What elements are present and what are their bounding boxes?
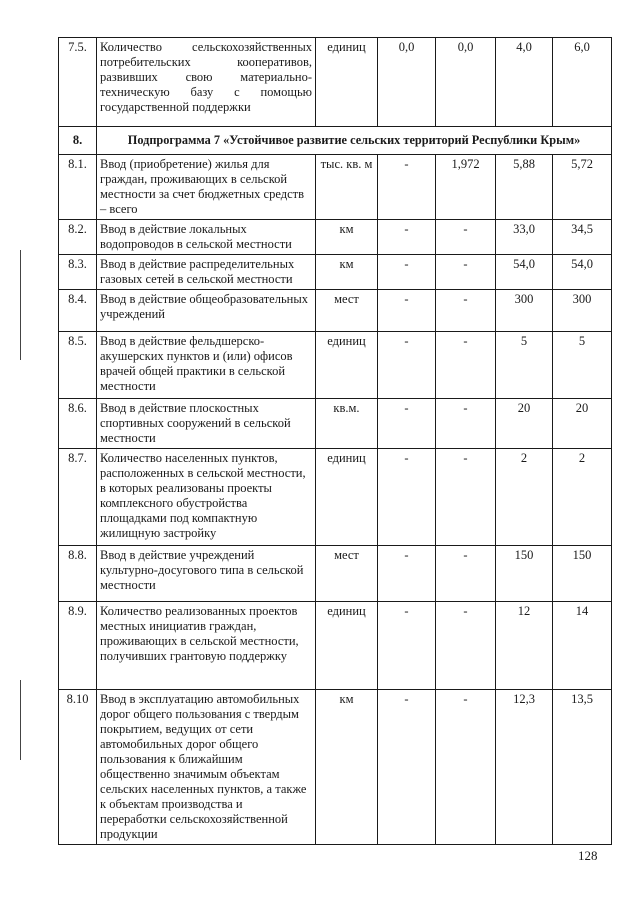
row-number: 8.1. [59, 155, 97, 220]
value-cell-3: 4,0 [496, 38, 553, 127]
row-number: 8.10 [59, 690, 97, 845]
unit-cell: км [316, 220, 378, 255]
value-cell-2: - [436, 332, 496, 399]
table-row [59, 690, 612, 845]
scan-margin-mark [20, 680, 21, 760]
unit-cell: мест [316, 546, 378, 602]
value-cell-3: 12,3 [496, 690, 553, 845]
value-cell-2: - [436, 546, 496, 602]
value-cell-1: 0,0 [378, 38, 436, 127]
value-cell-3: 20 [496, 399, 553, 449]
indicator-name: Ввод в действие общеобразовательных учреждений [97, 290, 316, 332]
value-cell-4: 14 [553, 602, 612, 690]
unit-cell: тыс. кв. м [316, 155, 378, 220]
value-cell-1: - [378, 546, 436, 602]
value-cell-3: 300 [496, 290, 553, 332]
value-cell-4: 6,0 [553, 38, 612, 127]
value-cell-2: - [436, 290, 496, 332]
unit-cell: кв.м. [316, 399, 378, 449]
indicator-name: Количество сельскохозяйственных потребительских кооперативов, развивших свою материально-техническую базу с помощью государственной поддержки [97, 38, 316, 127]
indicator-name: Ввод в действие учреждений культурно-досугового типа в сельской местности [97, 546, 316, 602]
value-cell-4: 2 [553, 449, 612, 546]
unit-cell: км [316, 255, 378, 290]
table-row [59, 546, 612, 602]
value-cell-3: 5,88 [496, 155, 553, 220]
value-cell-1: - [378, 332, 436, 399]
value-cell-1: - [378, 399, 436, 449]
value-cell-2: - [436, 399, 496, 449]
table-row [59, 399, 612, 449]
row-number: 8.8. [59, 546, 97, 602]
indicator-name: Ввод (приобретение) жилья для граждан, проживающих в сельской местности за счет бюджетных средств – всего [97, 155, 316, 220]
row-number: 8.5. [59, 332, 97, 399]
value-cell-1: - [378, 449, 436, 546]
value-cell-4: 5,72 [553, 155, 612, 220]
row-number: 8.3. [59, 255, 97, 290]
indicator-name: Количество населенных пунктов, расположенных в сельской местности, в которых реализованы проекты комплексного обустройства площадками под компактную жилищную застройку [97, 449, 316, 546]
table-row [59, 602, 612, 690]
table-row [59, 155, 612, 220]
row-number: 8.7. [59, 449, 97, 546]
value-cell-1: - [378, 290, 436, 332]
unit-cell: единиц [316, 332, 378, 399]
table-row [59, 332, 612, 399]
value-cell-3: 54,0 [496, 255, 553, 290]
value-cell-1: - [378, 690, 436, 845]
value-cell-3: 12 [496, 602, 553, 690]
row-number: 8. [59, 127, 97, 155]
indicator-name: Ввод в действие локальных водопроводов в сельской местности [97, 220, 316, 255]
value-cell-2: 1,972 [436, 155, 496, 220]
value-cell-2: 0,0 [436, 38, 496, 127]
row-number: 8.2. [59, 220, 97, 255]
subprogram-title: Подпрограмма 7 «Устойчивое развитие сельских территорий Республики Крым» [97, 127, 612, 155]
page-number: 128 [578, 848, 598, 863]
row-number: 7.5. [59, 38, 97, 127]
value-cell-2: - [436, 602, 496, 690]
table-row [59, 449, 612, 546]
value-cell-2: - [436, 220, 496, 255]
row-number: 8.4. [59, 290, 97, 332]
table-row [59, 38, 612, 127]
indicator-name: Ввод в действие распределительных газовых сетей в сельской местности [97, 255, 316, 290]
value-cell-1: - [378, 602, 436, 690]
indicator-name: Ввод в эксплуатацию автомобильных дорог общего пользования с твердым покрытием, ведущих от сети автомобильных дорог общего пользования к ближайшим общественно значимым объектам сельских населенных пунктов, а также к объектам производства и переработки сельскохозяйственной продукции [97, 690, 316, 845]
indicator-name: Количество реализованных проектов местных инициатив граждан, проживающих в сельской местности, получивших грантовую поддержку [97, 602, 316, 690]
value-cell-3: 33,0 [496, 220, 553, 255]
unit-cell: единиц [316, 449, 378, 546]
value-cell-4: 13,5 [553, 690, 612, 845]
value-cell-1: - [378, 220, 436, 255]
value-cell-2: - [436, 449, 496, 546]
unit-cell: единиц [316, 602, 378, 690]
table-row [59, 290, 612, 332]
value-cell-4: 300 [553, 290, 612, 332]
table-row [59, 220, 612, 255]
row-number: 8.9. [59, 602, 97, 690]
value-cell-4: 54,0 [553, 255, 612, 290]
indicator-name: Ввод в действие плоскостных спортивных сооружений в сельской местности [97, 399, 316, 449]
unit-cell: единиц [316, 38, 378, 127]
indicators-table [58, 37, 612, 845]
scan-margin-mark [20, 250, 21, 360]
row-number: 8.6. [59, 399, 97, 449]
value-cell-2: - [436, 690, 496, 845]
value-cell-3: 150 [496, 546, 553, 602]
value-cell-4: 34,5 [553, 220, 612, 255]
value-cell-1: - [378, 255, 436, 290]
value-cell-4: 150 [553, 546, 612, 602]
value-cell-4: 20 [553, 399, 612, 449]
value-cell-3: 2 [496, 449, 553, 546]
unit-cell: мест [316, 290, 378, 332]
value-cell-2: - [436, 255, 496, 290]
unit-cell: км [316, 690, 378, 845]
value-cell-3: 5 [496, 332, 553, 399]
value-cell-1: - [378, 155, 436, 220]
table-row [59, 255, 612, 290]
subprogram-header-row [59, 127, 612, 155]
value-cell-4: 5 [553, 332, 612, 399]
indicator-name: Ввод в действие фельдшерско-акушерских пунктов и (или) офисов врачей общей практики в сельской местности [97, 332, 316, 399]
